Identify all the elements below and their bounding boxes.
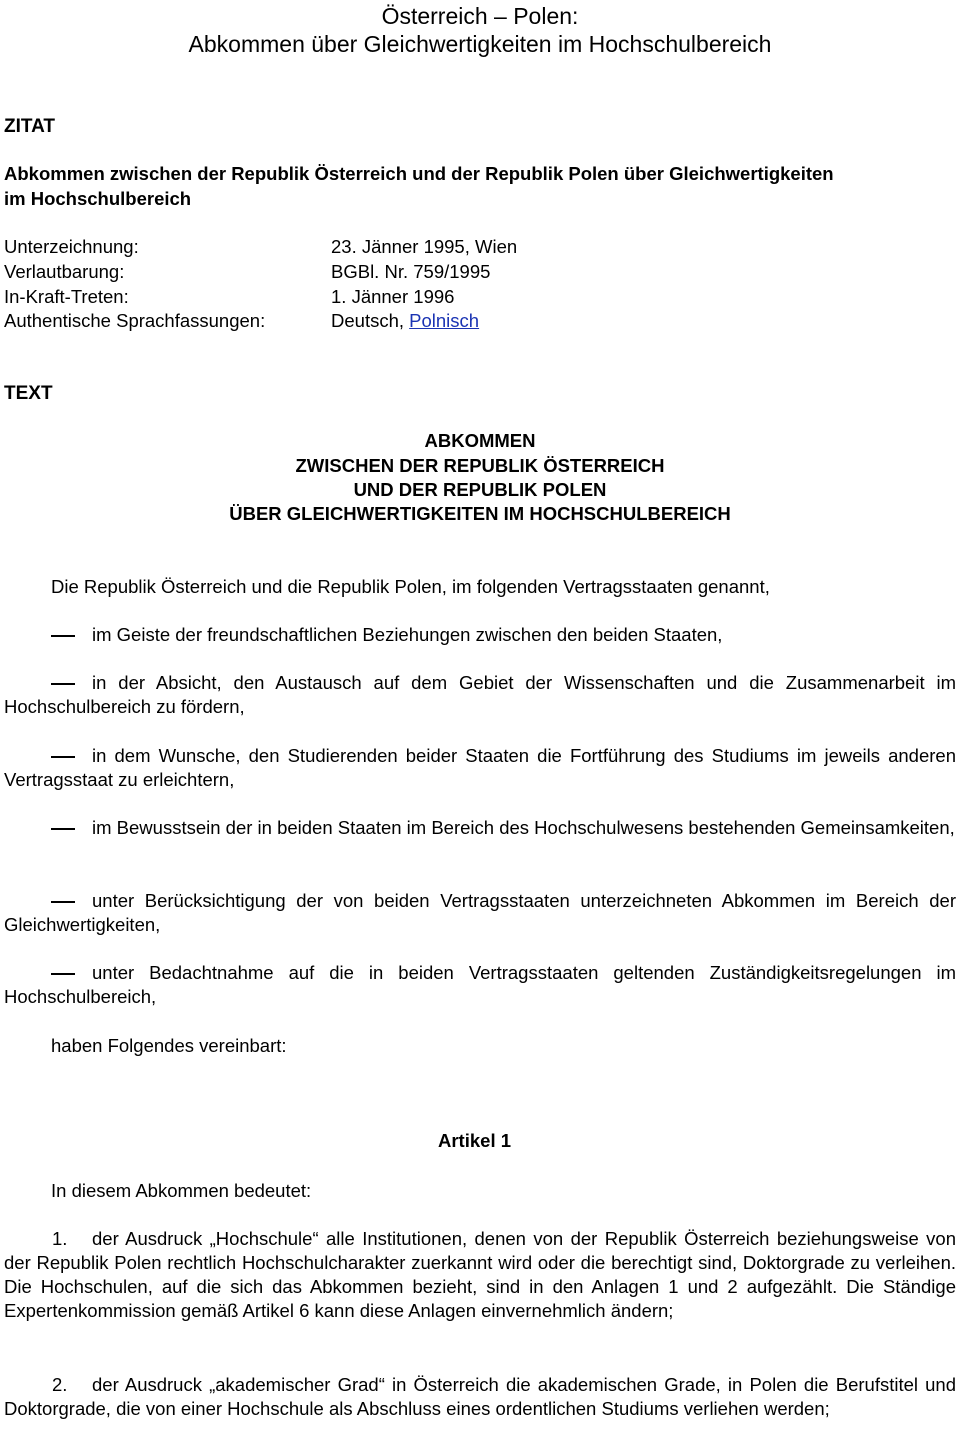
recital-2: in der Absicht, den Austausch auf dem Gebiet der Wissenschaften und die Zusammenarbeit im Hochschulbereich zu fördern, — [4, 672, 956, 717]
article-1-heading: Artikel 1 — [438, 1130, 512, 1151]
citation-line2: im Hochschulbereich — [4, 188, 192, 209]
languages-label: Authentische Sprachfassungen: — [4, 310, 266, 331]
polnisch-link[interactable]: Polnisch — [409, 310, 480, 331]
preamble-intro: Die Republik Österreich und die Republik Polen, im folgenden Vertragsstaaten genannt, — [51, 576, 770, 597]
zitat-heading: ZITAT — [4, 116, 55, 137]
document-title-line1: Österreich – Polen: — [381, 3, 579, 29]
item-number: 1. — [52, 1228, 68, 1249]
signing-label: Unterzeichnung: — [4, 236, 139, 257]
entry-into-force-label: In-Kraft-Treten: — [4, 286, 129, 307]
languages-prefix: Deutsch, — [331, 310, 410, 331]
document-title-line2: Abkommen über Gleichwertigkeiten im Hochschulbereich — [188, 31, 772, 57]
agreed-statement: haben Folgendes vereinbart: — [51, 1035, 287, 1056]
publication-value: BGBl. Nr. 759/1995 — [331, 261, 491, 282]
recital-1: im Geiste der freundschaftlichen Beziehungen zwischen den beiden Staaten, — [92, 624, 723, 645]
text-heading: TEXT — [4, 383, 53, 404]
agreement-title-line3: UND DER REPUBLIK POLEN — [353, 479, 607, 500]
agreement-title-line2: ZWISCHEN DER REPUBLIK ÖSTERREICH — [295, 455, 665, 476]
article-1-item-2: 2. der Ausdruck „akademischer Grad“ in Österreich die akademischen Grade, in Polen die Berufstitel und Doktorgrade, die von einer Hochschule als Abschluss eines ordentlichen Studiums verliehen werden; — [4, 1374, 956, 1419]
recital-6: unter Bedachtnahme auf die in beiden Vertragsstaaten geltenden Zuständigkeitsregelungen im Hochschulbereich, — [4, 962, 956, 1007]
item-number: 2. — [52, 1374, 68, 1395]
recital-5: unter Berücksichtigung der von beiden Vertragsstaaten unterzeichneten Abkommen im Bereich der Gleichwertigkeiten, — [4, 890, 956, 935]
agreement-title-line4: ÜBER GLEICHWERTIGKEITEN IM HOCHSCHULBEREICH — [229, 503, 731, 524]
article-1-intro: In diesem Abkommen bedeutet: — [51, 1180, 312, 1201]
recital-3: in dem Wunsche, den Studierenden beider Staaten die Fortführung des Studiums im jeweils anderen Vertragsstaat zu erleichtern, — [4, 745, 956, 790]
publication-label: Verlautbarung: — [4, 261, 125, 282]
entry-into-force-value: 1. Jänner 1996 — [331, 286, 455, 307]
recital-4: im Bewusstsein der in beiden Staaten im Bereich des Hochschulwesens bestehenden Gemeinsamkeiten, — [92, 817, 955, 838]
agreement-title-line1: ABKOMMEN — [424, 430, 536, 451]
article-1-item-1: 1. der Ausdruck „Hochschule“ alle Institutionen, denen von der Republik Österreich beziehungsweise von der Republik Polen rechtlich Hochschulcharakter zuerkannt wird oder die berechtigt sind, Doktorgrade zu verleihen. Die Hochschulen, auf die sich das Abkommen bezieht, sind in den Anlagen 1 und 2 aufgezählt. Die Ständige Expertenkommission gemäß Artikel 6 kann diese Anlagen einvernehmlich ändern; — [4, 1228, 956, 1321]
languages-value — [331, 310, 479, 332]
signing-value: 23. Jänner 1995, Wien — [331, 236, 518, 257]
citation-line1: Abkommen zwischen der Republik Österreich und der Republik Polen über Gleichwertigkeiten — [4, 163, 834, 184]
